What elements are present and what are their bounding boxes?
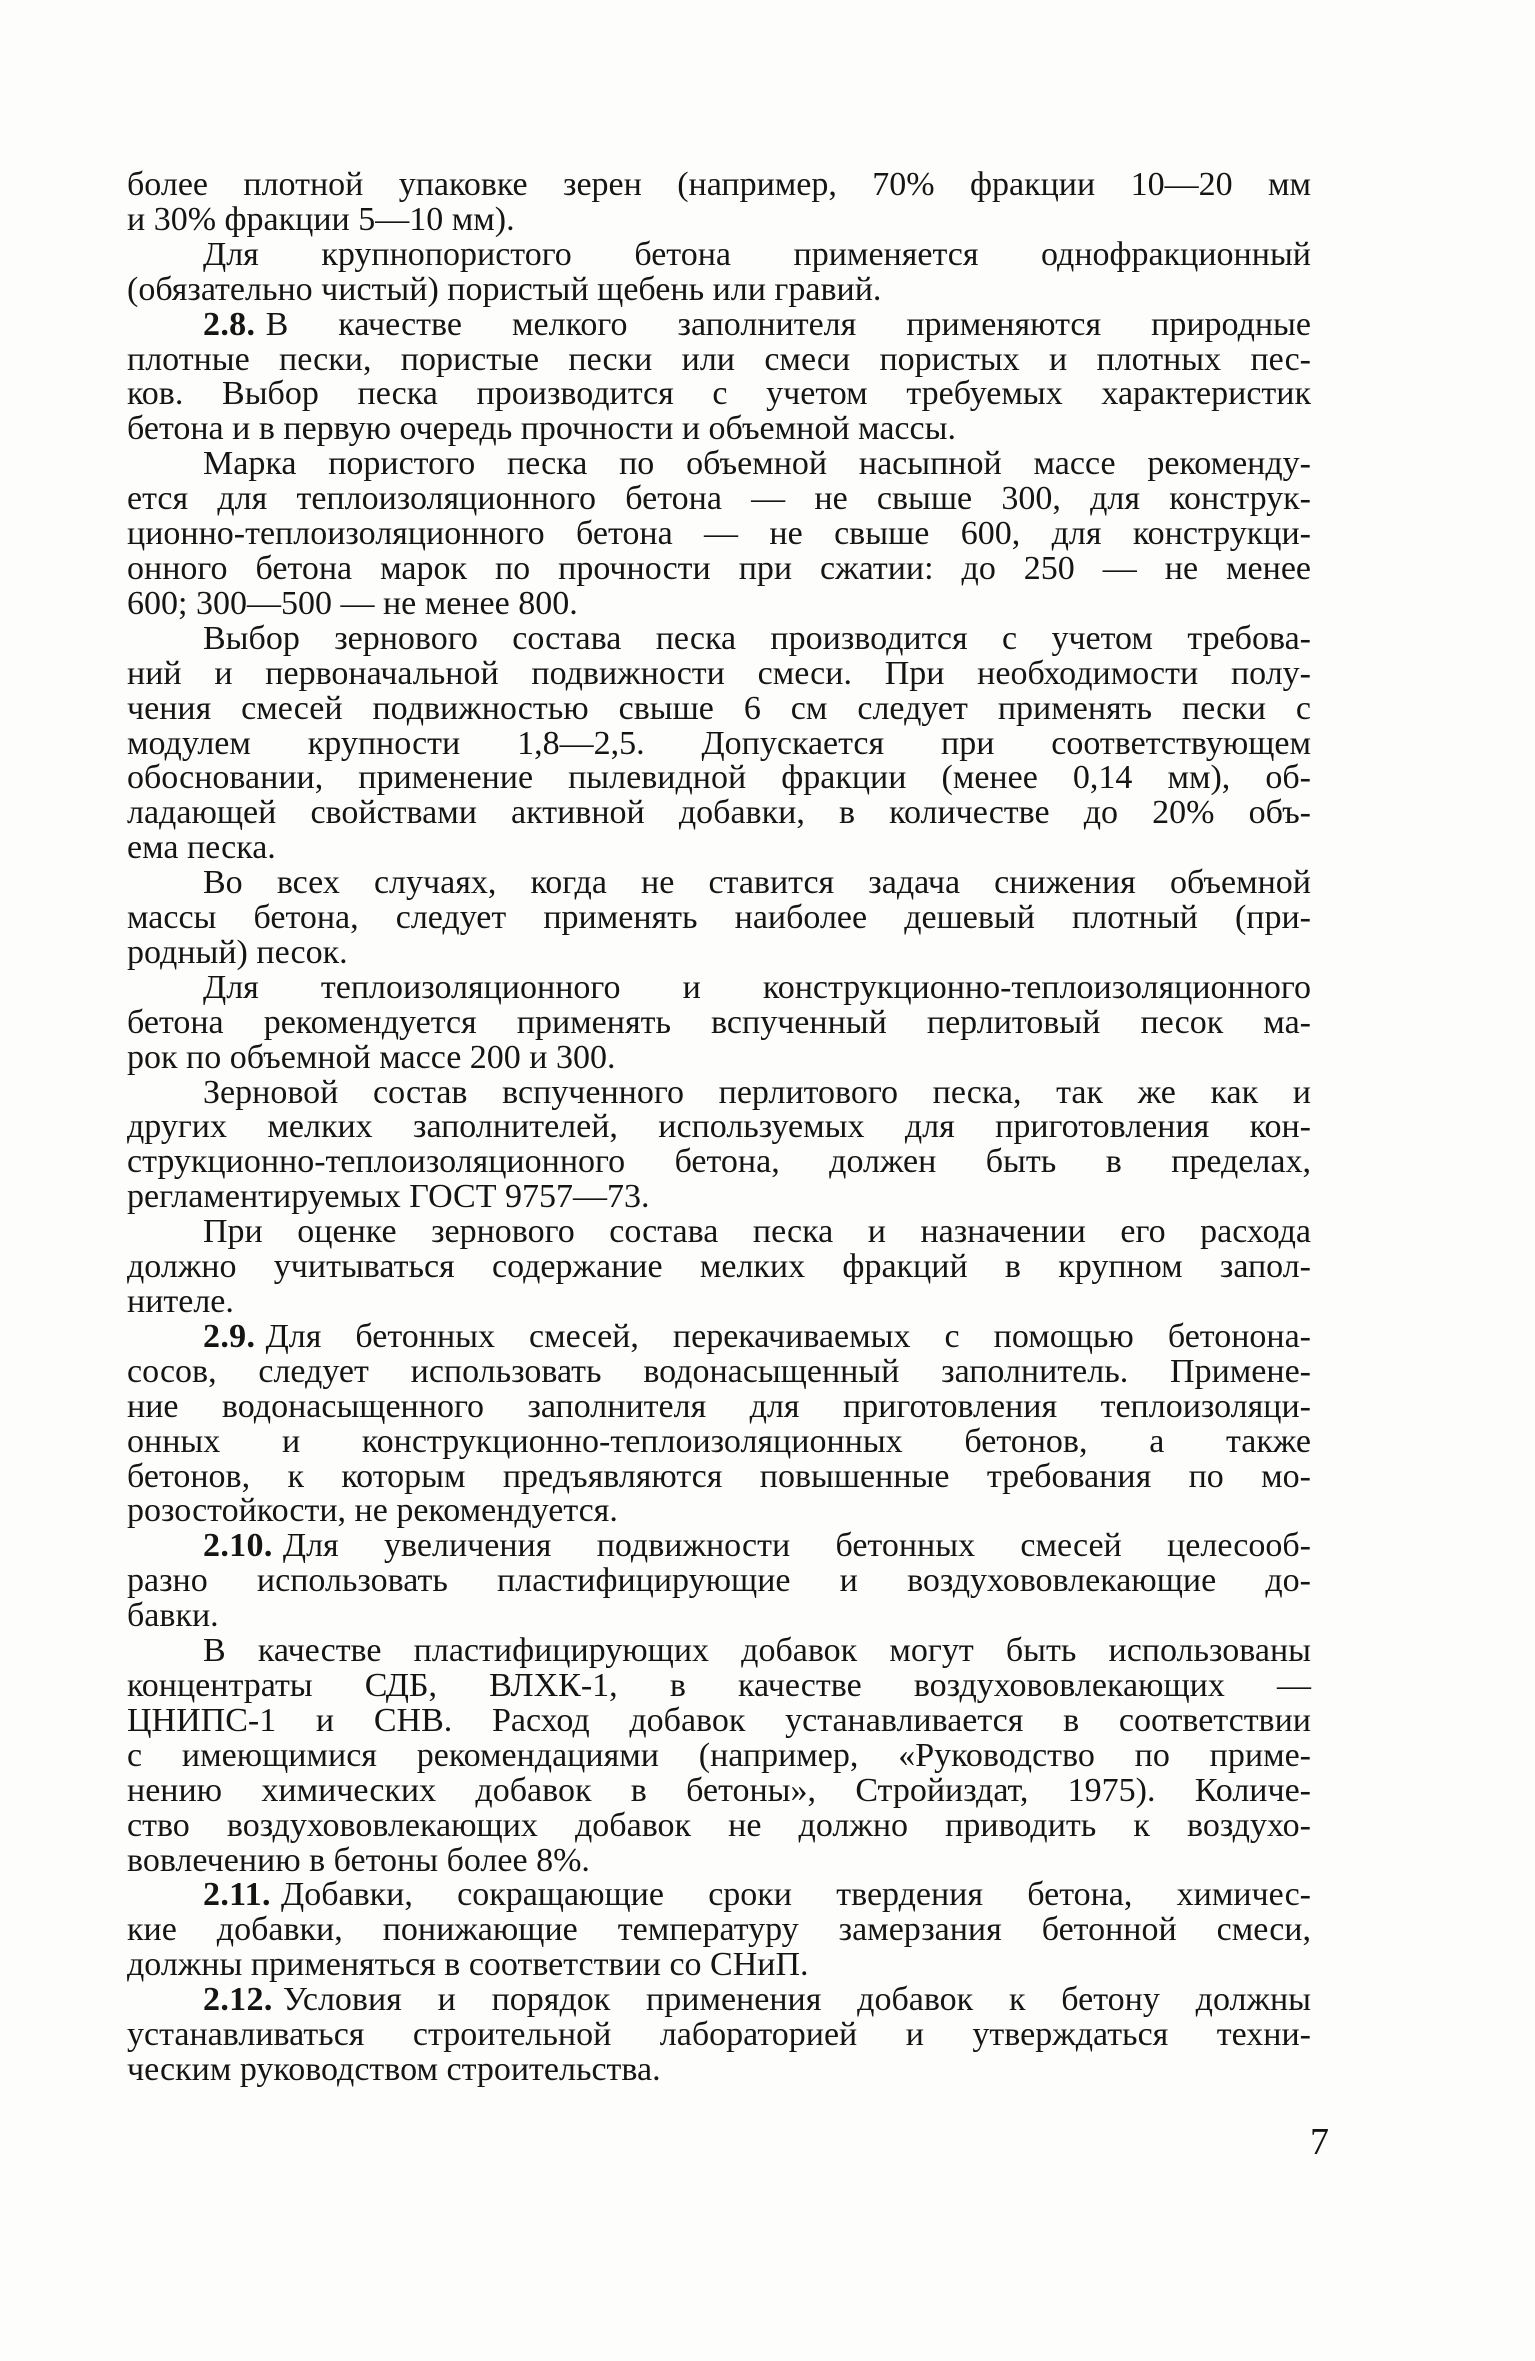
text-line: (обязательно чистый) пористый щебень или гравий. — [127, 270, 882, 308]
text-line: ется для теплоизоляционного бетона — не свыше 300, для конструк- — [127, 480, 1311, 518]
text-line: онных и конструкционно-теплоизоляционных бетонов, а также — [127, 1422, 1311, 1460]
text-line: бетона рекомендуется применять вспученный перлитовый песок ма- — [127, 1003, 1311, 1041]
paragraph — [127, 968, 1311, 1076]
text-line: плотные пески, пористые пески или смеси пористых и плотных пес- — [127, 340, 1311, 378]
text-line: чения смесей подвижностью свыше 6 см следует применять пески с — [127, 689, 1311, 727]
text-line-content: Условия и порядок применения добавок к бетону должны — [282, 1981, 1311, 2019]
text-line: должны применяться в соответствии со СНиП. — [127, 1946, 809, 1984]
text-line: При оценке зернового состава песка и назначении его расхода — [203, 1213, 1311, 1251]
text-line-content: Для увеличения подвижности бетонных смесей целесооб- — [282, 1527, 1311, 1565]
text-line: Выбор зернового состава песка производится с учетом требова- — [203, 619, 1311, 657]
text-line — [127, 1529, 1311, 1564]
section-number: 2.9. — [203, 1317, 256, 1355]
text-line: струкционно-теплоизоляционного бетона, должен быть в пределах, — [127, 1143, 1311, 1181]
text-line: обосновании, применение пылевидной фракции (менее 0,14 мм), об- — [127, 759, 1311, 797]
section-number: 2.8. — [203, 305, 256, 343]
text-line: ство воздухововлекающих добавок не должно приводить к воздухо- — [127, 1806, 1311, 1844]
paragraph — [127, 619, 1311, 867]
text-line: регламентируемых ГОСТ 9757—73. — [127, 1178, 650, 1216]
text-line: В качестве пластифицирующих добавок могут быть использованы — [203, 1632, 1311, 1670]
text-line: нению химических добавок в бетоны», Стройиздат, 1975). Количе- — [127, 1771, 1311, 1809]
text-line: сосов, следует использовать водонасыщенный заполнитель. Примене- — [127, 1352, 1311, 1390]
paragraph — [127, 447, 1311, 622]
paragraph — [127, 1215, 1311, 1320]
text-line — [127, 1878, 1311, 1913]
paragraph — [127, 305, 1311, 448]
paragraph — [127, 1634, 1311, 1878]
text-line: ний и первоначальной подвижности смеси. При необходимости полу- — [127, 654, 1311, 692]
paragraph — [127, 168, 1311, 238]
text-line: кие добавки, понижающие температуру замерзания бетонной смеси, — [127, 1911, 1311, 1949]
text-line-content: В качестве мелкого заполнителя применяются природные — [265, 305, 1311, 343]
text-line: ние водонасыщенного заполнителя для приготовления теплоизоляци- — [127, 1387, 1311, 1425]
text-line: ема песка. — [127, 829, 276, 867]
text-line: рок по объемной массе 200 и 300. — [127, 1038, 616, 1076]
text-line — [127, 1317, 1311, 1355]
paragraph — [127, 1983, 1311, 2088]
text-line: массы бетона, следует применять наиболее дешевый плотный (при- — [127, 899, 1311, 937]
section-number: 2.12. — [203, 1981, 273, 2019]
text-block — [127, 168, 1311, 2088]
text-line: вовлечению в бетоны более 8%. — [127, 1841, 590, 1879]
text-line: разно использовать пластифицирующие и воздухововлекающие до- — [127, 1562, 1311, 1600]
paragraph — [127, 1317, 1311, 1530]
text-line: бавки. — [127, 1597, 219, 1635]
paragraph — [127, 1878, 1311, 1983]
paragraph — [127, 1529, 1311, 1634]
text-line: с имеющимися рекомендациями (например, «Руководство по приме- — [127, 1736, 1311, 1774]
text-line: ков. Выбор песка производится с учетом требуемых характеристик — [127, 375, 1311, 413]
text-line: бетонов, к которым предъявляются повышенные требования по мо- — [127, 1457, 1311, 1495]
text-line: розостойкости, не рекомендуется. — [127, 1492, 618, 1530]
text-line: нителе. — [127, 1283, 234, 1320]
text-line-content: Для бетонных смесей, перекачиваемых с помощью бетонона- — [265, 1317, 1311, 1355]
text-line: ладающей свойствами активной добавки, в количестве до 20% объ- — [127, 794, 1311, 832]
page-number: 7 — [1310, 2121, 1329, 2163]
paragraph — [127, 1073, 1311, 1216]
text-line: Марка пористого песка по объемной насыпной массе рекоменду- — [203, 445, 1311, 483]
text-line: ЦНИПС-1 и СНВ. Расход добавок устанавливается в соответствии — [127, 1701, 1311, 1739]
text-line: онного бетона марок по прочности при сжатии: до 250 — не менее — [127, 549, 1311, 587]
text-line: ческим руководством строительства. — [127, 2050, 661, 2088]
section-number: 2.10. — [203, 1527, 273, 1565]
text-line — [127, 305, 1311, 343]
text-line: других мелких заполнителей, используемых для приготовления кон- — [127, 1108, 1311, 1146]
text-line: должно учитываться содержание мелких фракций в крупном запол- — [127, 1248, 1311, 1286]
text-line: Во всех случаях, когда не ставится задача снижения объемной — [203, 864, 1311, 902]
text-line: концентраты СДБ, ВЛХК-1, в качестве воздухововлекающих — — [127, 1666, 1311, 1704]
text-line: устанавливаться строительной лабораторией и утверждаться техни- — [127, 2016, 1311, 2054]
text-line: ционно-теплоизоляционного бетона — не свыше 600, для конструкци- — [127, 515, 1311, 553]
text-line: и 30% фракции 5—10 мм). — [127, 200, 515, 238]
paragraph — [127, 235, 1311, 308]
text-line: модулем крупности 1,8—2,5. Допускается при соответствующем — [127, 724, 1311, 762]
paragraph — [127, 866, 1311, 971]
text-line: 600; 300—500 — не менее 800. — [127, 584, 578, 622]
text-line — [127, 1983, 1311, 2018]
text-line-content: Добавки, сокращающие сроки твердения бетона, химичес- — [281, 1876, 1311, 1914]
text-line: Для крупнопористого бетона применяется однофракционный — [203, 235, 1311, 273]
text-line: Зерновой состав вспученного перлитового песка, так же как и — [203, 1073, 1311, 1111]
section-number: 2.11. — [203, 1876, 271, 1914]
text-line: бетона и в первую очередь прочности и объемной массы. — [127, 410, 956, 448]
text-line: родный) песок. — [127, 933, 348, 971]
text-line: более плотной упаковке зерен (например, 70% фракции 10—20 мм — [127, 166, 1311, 203]
text-line: Для теплоизоляционного и конструкционно-теплоизоляционного — [203, 968, 1311, 1006]
